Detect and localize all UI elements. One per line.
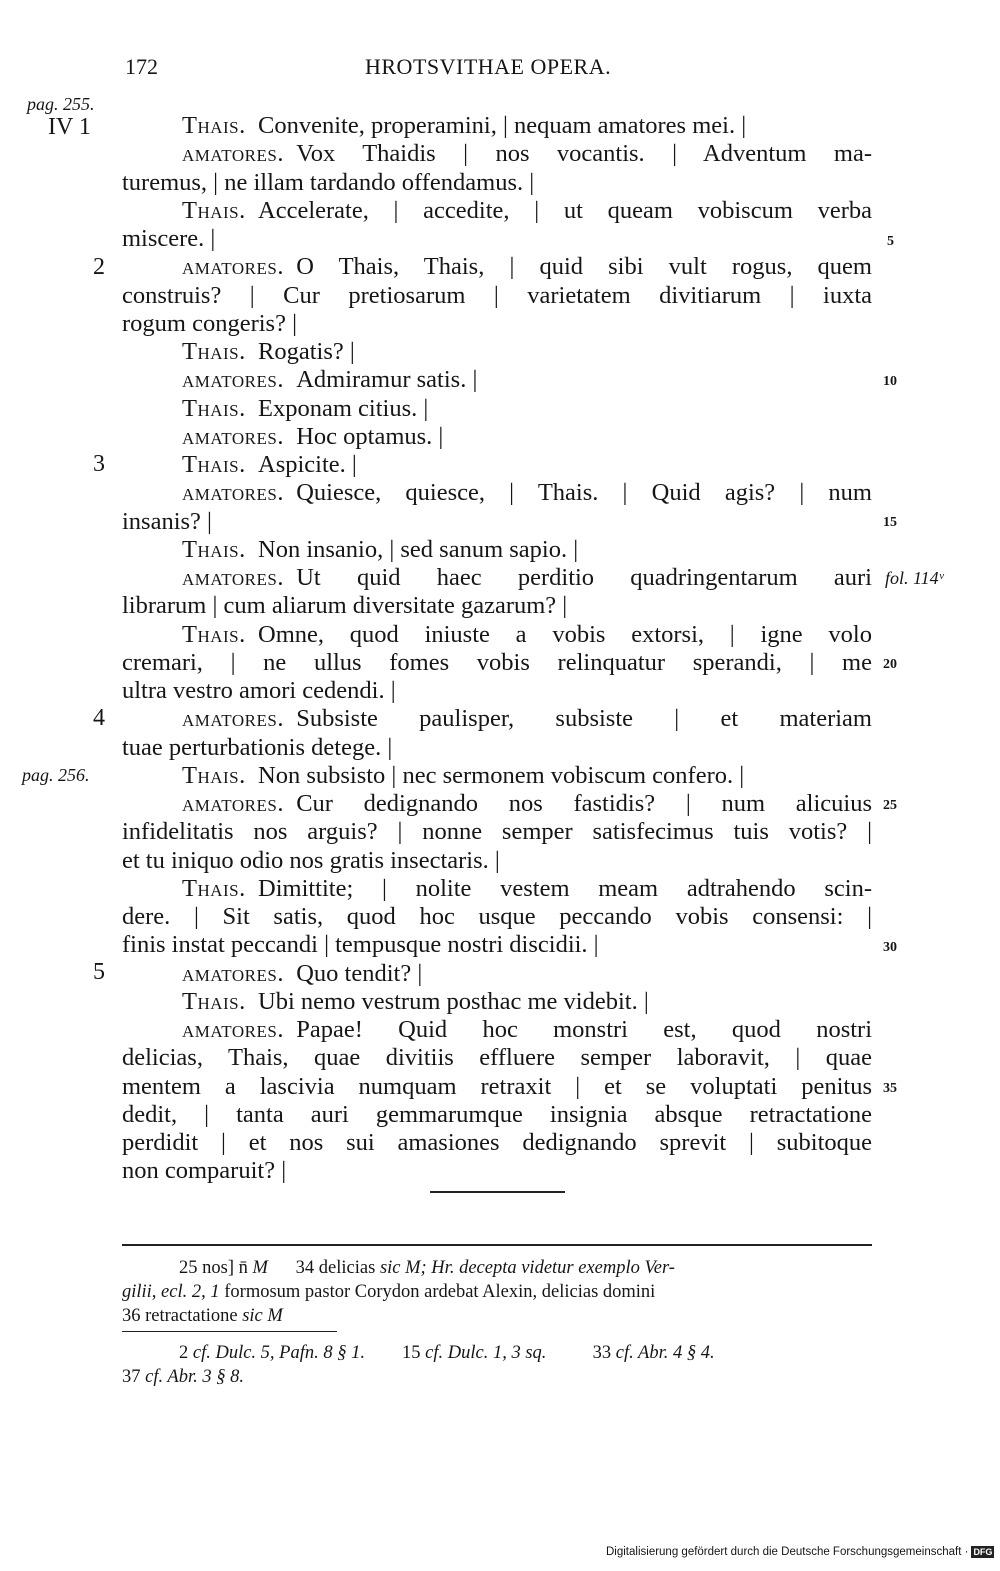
speaker-name: amatores. bbox=[182, 705, 284, 733]
speech-text: et tu iniquo odio nos gratis insectaris. | bbox=[122, 846, 500, 874]
text-line bbox=[122, 790, 872, 818]
line-number: 35 bbox=[883, 1081, 897, 1096]
text-line bbox=[122, 1157, 872, 1185]
speaker-name: amatores. bbox=[182, 564, 284, 591]
text-line bbox=[122, 395, 872, 423]
apparatus-line bbox=[122, 1280, 872, 1304]
text-line bbox=[122, 931, 872, 959]
speaker-name: amatores. bbox=[182, 140, 284, 168]
line-number: 25 bbox=[883, 798, 897, 813]
text-line bbox=[122, 253, 872, 281]
text-line bbox=[122, 1016, 872, 1044]
speech-text: dedit, | tanta auri gemmarumque insignia absque retractatione bbox=[122, 1100, 872, 1128]
apparatus-note: gilii, ecl. 2, 1 bbox=[122, 1282, 220, 1302]
speech-text: Dimittite; | nolite vestem meam adtrahendo scin- bbox=[258, 874, 872, 902]
text-line bbox=[122, 423, 872, 451]
speech-text: Papae! Quid hoc monstri est, quod nostri bbox=[296, 1016, 872, 1043]
apparatus-siglum: M bbox=[252, 1258, 268, 1278]
speech-text: Non subsisto | nec sermonem vobiscum confero. | bbox=[258, 761, 745, 789]
folio-reference: fol. 114ᵛ bbox=[885, 568, 944, 588]
apparatus-text: 34 delicias bbox=[295, 1258, 380, 1278]
speaker-name: Thais. bbox=[182, 987, 246, 1015]
speaker-name: amatores. bbox=[182, 253, 284, 281]
margin-page-ref: pag. 256. bbox=[22, 765, 90, 785]
text-line bbox=[122, 338, 872, 366]
speech-text: tuae perturbationis detege. | bbox=[122, 733, 393, 761]
text-line bbox=[122, 621, 872, 649]
end-of-scene-rule bbox=[430, 1191, 565, 1193]
text-line bbox=[122, 536, 872, 564]
speech-text: finis instat peccandi | tempusque nostri discidii. | bbox=[122, 931, 599, 959]
source-references bbox=[122, 1341, 872, 1389]
speech-text: Ut quid haec perditio quadringentarum auri bbox=[296, 564, 872, 591]
text-line bbox=[122, 677, 872, 705]
speaker-name: Thais. bbox=[182, 761, 246, 789]
text-line bbox=[122, 564, 872, 592]
speech-text: perdidit | et nos sui amasiones dedignando sprevit | subitoque bbox=[122, 1129, 872, 1156]
source-citation: cf. Dulc. 1, 3 sq. bbox=[425, 1343, 547, 1363]
text-line bbox=[122, 140, 872, 168]
dfg-logo: DFG bbox=[973, 1547, 993, 1557]
text-line bbox=[122, 649, 872, 677]
speaker-name: amatores. bbox=[182, 1016, 284, 1043]
source-text: 37 bbox=[122, 1367, 146, 1387]
speaker-name: Thais. bbox=[182, 196, 246, 224]
speech-text: construis? | Cur pretiosarum | varietatem divitiarum | iuxta bbox=[122, 281, 872, 309]
speaker-name: Thais. bbox=[182, 451, 246, 478]
margin-scene-number: 5 bbox=[93, 959, 105, 985]
speech-text: infidelitatis nos arguis? | nonne semper satisfecimus tuis votis? | bbox=[122, 818, 872, 846]
text-line bbox=[122, 1101, 872, 1129]
text-line bbox=[122, 762, 872, 790]
play-text bbox=[122, 112, 872, 1186]
critical-apparatus bbox=[122, 1256, 872, 1328]
apparatus-text: 36 retractatione bbox=[122, 1306, 243, 1326]
speaker-name: amatores. bbox=[182, 790, 284, 817]
credit-text: Digitalisierung gefördert durch die Deutsche Forschungsgemeinschaft · bbox=[606, 1546, 969, 1558]
source-text: 2 bbox=[179, 1343, 193, 1363]
text-line bbox=[122, 479, 872, 507]
page-number: 172 bbox=[125, 54, 158, 79]
text-line bbox=[122, 818, 872, 846]
speech-text: delicias, Thais, quae divitiis effluere semper laboravit, | quae bbox=[122, 1044, 872, 1072]
speech-text: O Thais, Thais, | quid sibi vult rogus, quem bbox=[296, 253, 872, 281]
speech-text: miscere. | bbox=[122, 225, 216, 252]
text-line bbox=[122, 451, 872, 479]
speech-text: Convenite, properamini, | nequam amatores mei. | bbox=[258, 112, 747, 139]
speech-text: Vox Thaidis | nos vocantis. | Adventum ma- bbox=[296, 140, 872, 168]
apparatus-separator bbox=[122, 1331, 337, 1332]
margin-scene-number: 3 bbox=[93, 451, 105, 477]
text-line bbox=[122, 366, 872, 394]
margin-scene-number: 4 bbox=[93, 705, 105, 731]
source-citation: cf. Dulc. 5, Pafn. 8 § 1. bbox=[192, 1343, 366, 1363]
speech-text: Ubi nemo vestrum posthac me videbit. | bbox=[258, 987, 649, 1015]
speech-text: turemus, | ne illam tardando offendamus. | bbox=[122, 168, 535, 196]
speaker-name: amatores. bbox=[182, 479, 284, 507]
line-number: 10 bbox=[883, 374, 897, 389]
speaker-name: Thais. bbox=[182, 338, 246, 365]
line-number: 15 bbox=[883, 515, 897, 530]
text-line bbox=[122, 197, 872, 225]
speaker-name: Thais. bbox=[182, 535, 246, 563]
speech-text: Omne, quod iniuste a vobis extorsi, | igne volo bbox=[258, 620, 872, 648]
line-number: 5 bbox=[887, 234, 894, 249]
source-text: 33 bbox=[592, 1343, 616, 1363]
speech-text: Non insanio, | sed sanum sapio. | bbox=[258, 535, 579, 563]
apparatus-line bbox=[122, 1304, 872, 1328]
speech-text: ultra vestro amori cedendi. | bbox=[122, 677, 396, 704]
speaker-name: amatores. bbox=[182, 422, 284, 450]
speech-text: cremari, | ne ullus fomes vobis relinquatur sperandi, | me bbox=[122, 648, 872, 676]
speaker-name: Thais. bbox=[182, 394, 246, 422]
text-line bbox=[122, 847, 872, 875]
running-title: HROTSVITHAE OPERA. bbox=[365, 54, 612, 79]
speech-text: Subsiste paulisper, subsiste | et materiam bbox=[296, 705, 872, 733]
line-number: 30 bbox=[883, 940, 897, 955]
speech-text: Aspicite. | bbox=[258, 451, 357, 478]
speech-text: Quo tendit? | bbox=[296, 959, 423, 987]
text-line bbox=[122, 1044, 872, 1072]
apparatus-siglum: sic M bbox=[242, 1306, 283, 1326]
speech-text: rogum congeris? | bbox=[122, 309, 297, 337]
text-line bbox=[122, 875, 872, 903]
footnote-separator bbox=[122, 1244, 872, 1246]
apparatus-line bbox=[122, 1256, 872, 1280]
line-number: 20 bbox=[883, 657, 897, 672]
speaker-name: amatores. bbox=[182, 366, 284, 394]
margin-act-scene: IV 1 bbox=[48, 114, 91, 140]
speaker-name: Thais. bbox=[182, 112, 246, 139]
source-line bbox=[122, 1341, 872, 1365]
text-line bbox=[122, 705, 872, 733]
source-citation: cf. Abr. 3 § 8. bbox=[145, 1367, 244, 1387]
apparatus-text: formosum pastor Corydon ardebat Alexin, delicias domini bbox=[219, 1282, 656, 1302]
text-line bbox=[122, 225, 872, 253]
speech-text: insanis? | bbox=[122, 507, 212, 535]
text-line bbox=[122, 112, 872, 140]
text-line bbox=[122, 734, 872, 762]
digitization-credit bbox=[606, 1546, 994, 1558]
text-line bbox=[122, 960, 872, 988]
text-line bbox=[122, 988, 872, 1016]
text-line bbox=[122, 169, 872, 197]
margin-scene-number: 2 bbox=[93, 254, 105, 280]
speech-text: Rogatis? | bbox=[258, 338, 355, 365]
source-line bbox=[122, 1365, 872, 1389]
speech-text: Admiramur satis. | bbox=[296, 366, 478, 394]
apparatus-note: sic M; Hr. decepta videtur exemplo Ver- bbox=[379, 1258, 675, 1278]
speech-text: Cur dedignando nos fastidis? | num alicuius bbox=[296, 790, 872, 817]
speaker-name: Thais. bbox=[182, 874, 246, 902]
text-line bbox=[122, 282, 872, 310]
speech-text: mentem a lascivia numquam retraxit | et se voluptati penitus bbox=[122, 1072, 872, 1100]
text-line bbox=[122, 1129, 872, 1157]
apparatus-text: 25 nos] n̄ bbox=[179, 1258, 253, 1278]
running-header bbox=[0, 54, 1000, 84]
text-line bbox=[122, 310, 872, 338]
text-line bbox=[122, 1073, 872, 1101]
speech-text: librarum | cum aliarum diversitate gazarum? | bbox=[122, 592, 568, 620]
speech-text: Exponam citius. | bbox=[258, 394, 429, 422]
speech-text: Quiesce, quiesce, | Thais. | Quid agis? | num bbox=[296, 479, 872, 507]
margin-page-ref: pag. 255. bbox=[27, 94, 95, 114]
text-line bbox=[122, 592, 872, 620]
text-line bbox=[122, 508, 872, 536]
speech-text: non comparuit? | bbox=[122, 1157, 287, 1185]
source-citation: cf. Abr. 4 § 4. bbox=[615, 1343, 715, 1363]
speech-text: Accelerate, | accedite, | ut queam vobiscum verba bbox=[258, 196, 872, 224]
source-text: 15 bbox=[402, 1343, 426, 1363]
speech-text: dere. | Sit satis, quod hoc usque peccando vobis consensi: | bbox=[122, 903, 872, 930]
text-line bbox=[122, 903, 872, 931]
speaker-name: amatores. bbox=[182, 959, 284, 987]
speech-text: Hoc optamus. | bbox=[296, 422, 444, 450]
speaker-name: Thais. bbox=[182, 620, 246, 648]
